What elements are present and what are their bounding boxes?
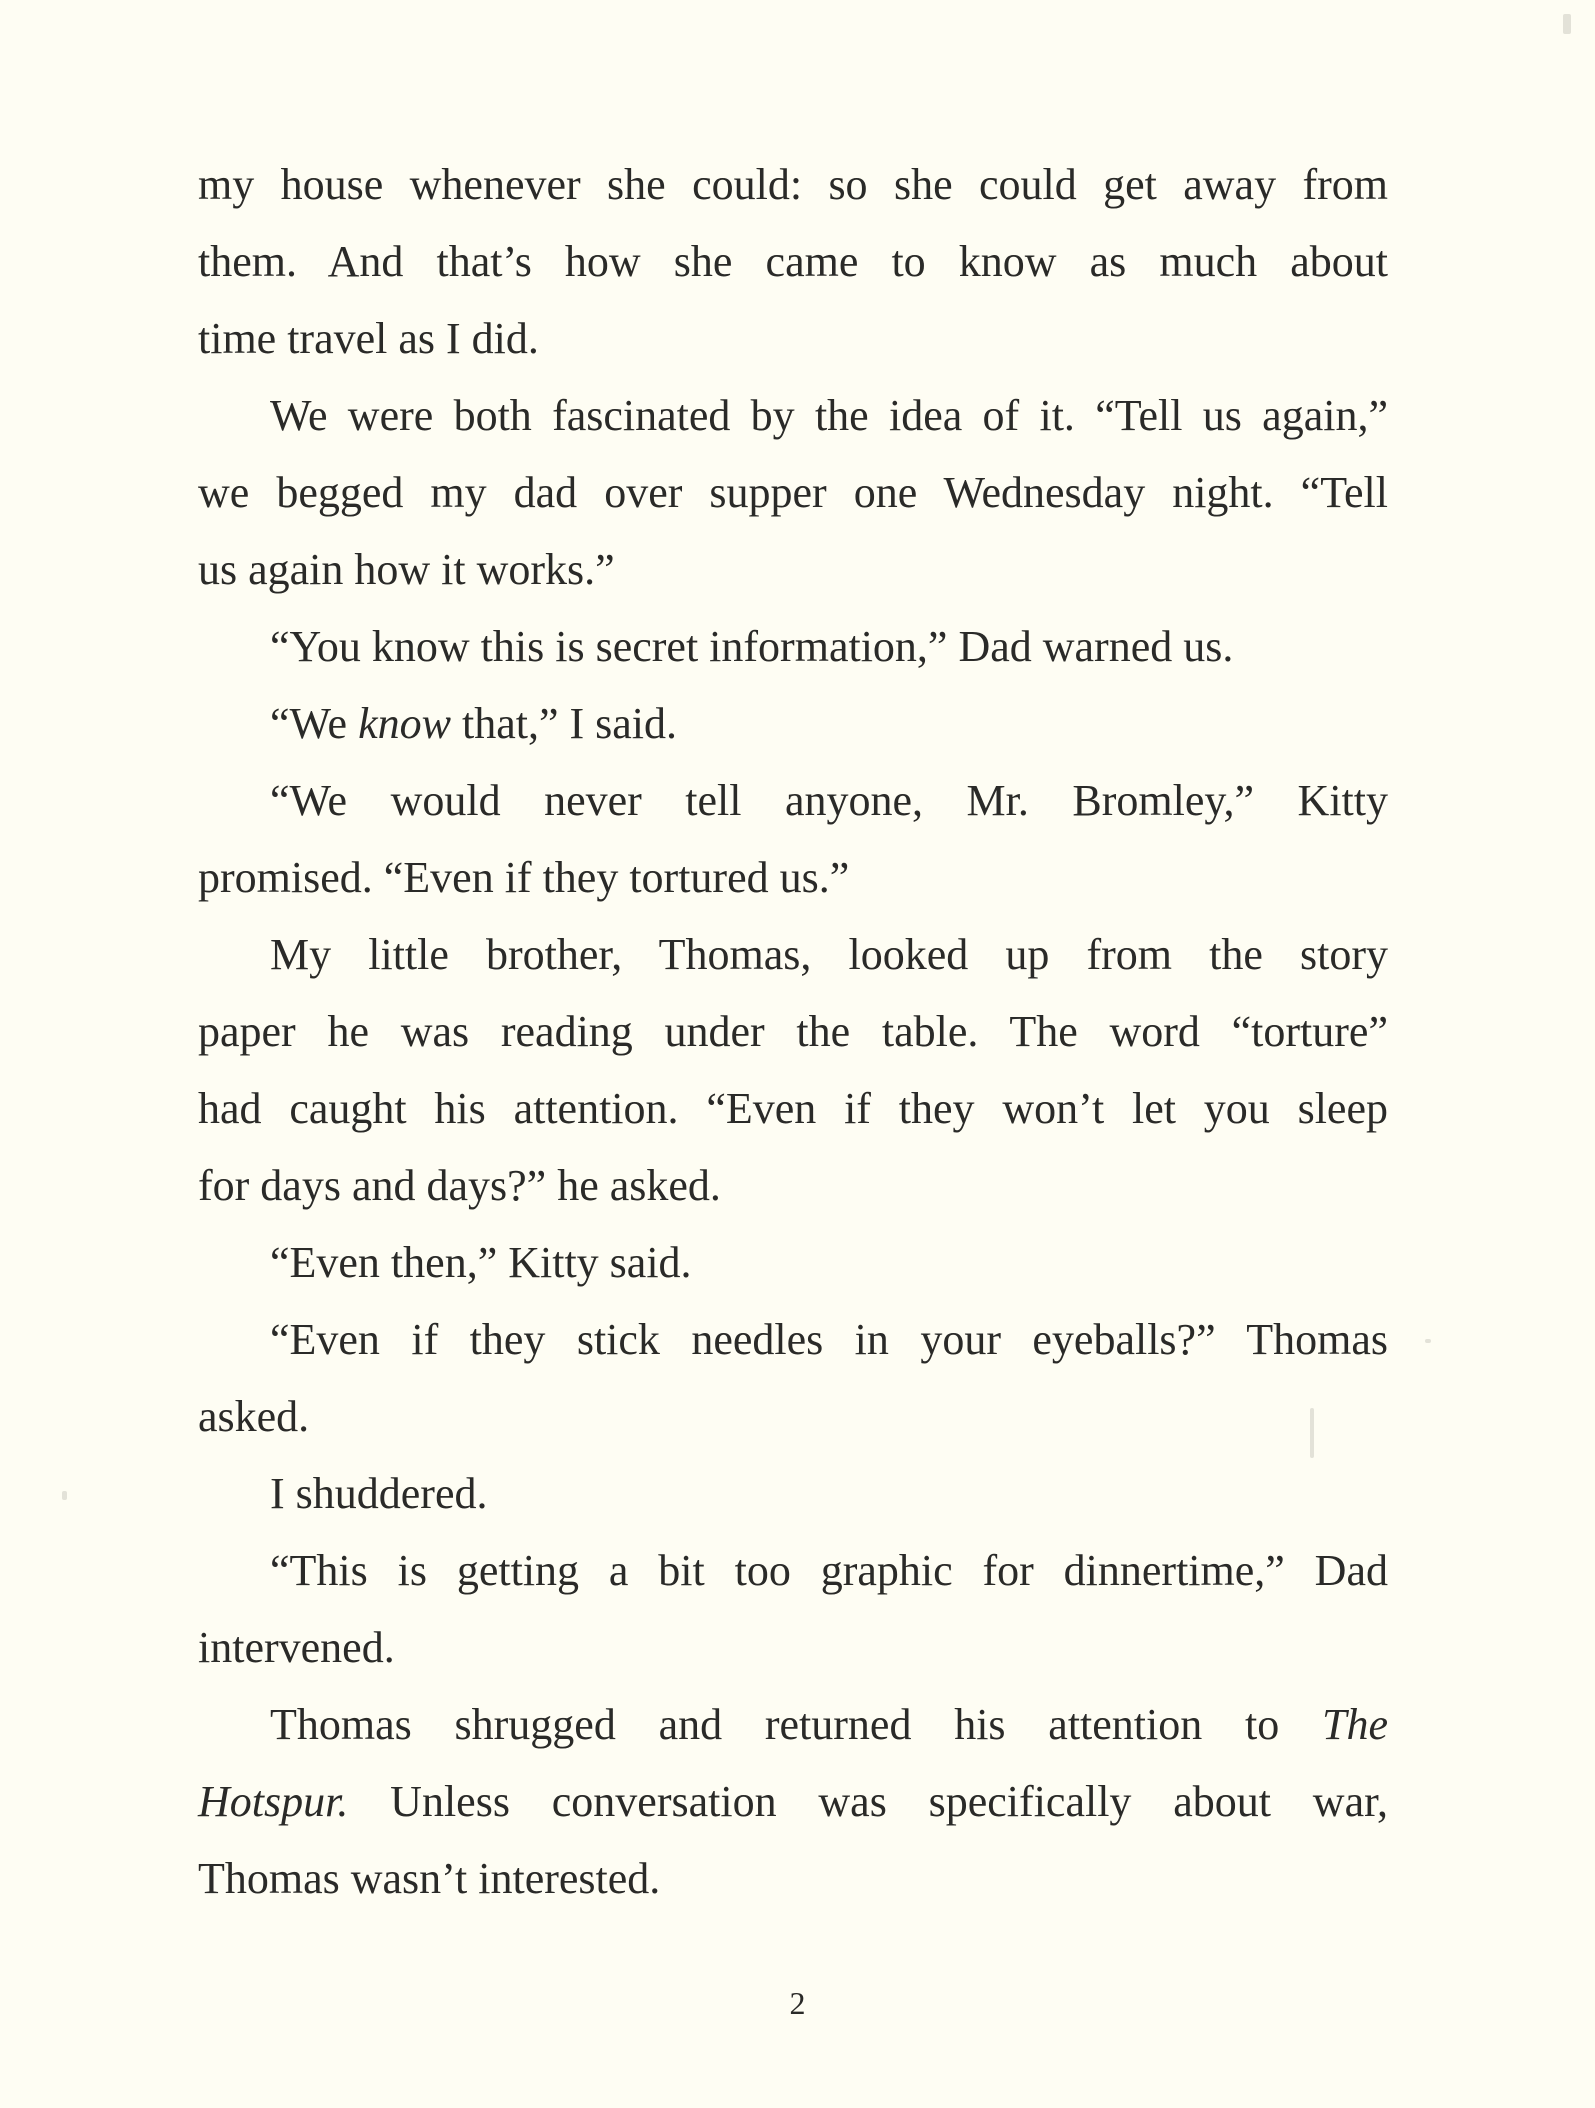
text-line: “Even then,” Kitty said. [270, 1238, 692, 1287]
text-line: paper he was reading under the table. The word “torture” [198, 1007, 1388, 1056]
text-span: Unless conversation was specifically about war, [348, 1777, 1388, 1826]
text-line: “This is getting a bit too graphic for dinnertime,” Dad [270, 1546, 1388, 1595]
text-line: “You know this is secret information,” Dad warned us. [270, 622, 1234, 671]
text-line: intervened. [198, 1623, 395, 1672]
text-line: My little brother, Thomas, looked up from the story [270, 930, 1388, 979]
page-number: 2 [789, 1985, 806, 2021]
scan-artifact [1563, 14, 1571, 34]
text-line: time travel as I did. [198, 314, 539, 363]
text-line: we begged my dad over supper one Wednesday night. “Tell [198, 468, 1388, 517]
scan-artifact [1310, 1408, 1314, 1458]
emphasis-text: know [358, 699, 451, 748]
text-span: “We [270, 699, 359, 748]
emphasis-text: Hotspur. [198, 1777, 349, 1826]
text-line: “We would never tell anyone, Mr. Bromley,” Kitty [270, 776, 1388, 825]
text-span: that,” I said. [450, 699, 678, 748]
text-line: asked. [198, 1392, 310, 1441]
text-line [270, 685, 677, 762]
text-span: Thomas shrugged and returned his attention to [270, 1700, 1322, 1749]
text-line: I shuddered. [270, 1469, 488, 1518]
text-line: had caught his attention. “Even if they won’t let you sleep [198, 1084, 1388, 1133]
text-line [198, 1763, 1388, 1840]
text-line: my house whenever she could: so she could get away from [198, 160, 1388, 209]
text-line: for days and days?” he asked. [198, 1161, 721, 1210]
text-line [270, 1686, 1388, 1763]
scan-artifact [1425, 1339, 1431, 1343]
text-line: “Even if they stick needles in your eyeballs?” Thomas [270, 1315, 1388, 1364]
text-line: Thomas wasn’t interested. [198, 1854, 661, 1903]
text-line: We were both fascinated by the idea of it. “Tell us again,” [270, 391, 1388, 440]
emphasis-text: The [1322, 1700, 1388, 1749]
text-line: promised. “Even if they tortured us.” [198, 853, 850, 902]
text-line: them. And that’s how she came to know as much about [198, 237, 1388, 286]
text-line: us again how it works.” [198, 545, 615, 594]
scan-artifact [62, 1491, 67, 1500]
